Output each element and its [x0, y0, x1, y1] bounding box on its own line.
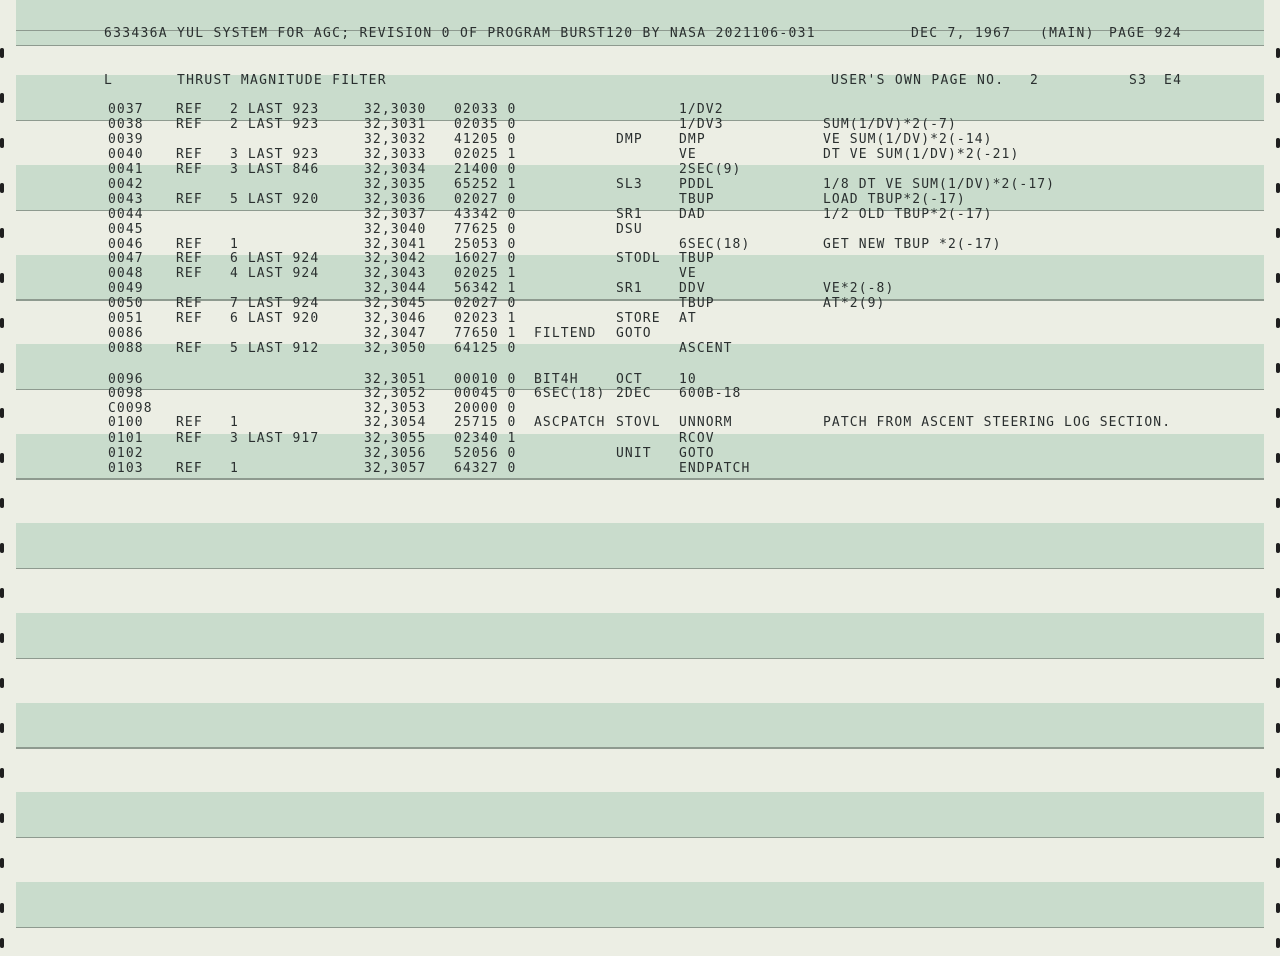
green-bar	[16, 792, 1264, 838]
address: 32,3046	[364, 311, 427, 326]
opcode: DMP	[616, 132, 643, 147]
opcode: SR1	[616, 207, 643, 222]
address: 32,3041	[364, 237, 427, 252]
listing-row	[0, 431, 1280, 446]
opcode: SL3	[616, 177, 643, 192]
green-bar	[16, 882, 1264, 928]
divider	[16, 658, 1264, 659]
feed-hole	[0, 903, 4, 913]
octal-code: 25053 0	[454, 237, 517, 252]
octal-code: 65252 1	[454, 177, 517, 192]
green-bar	[16, 703, 1264, 749]
address: 32,3033	[364, 147, 427, 162]
octal-code: 02340 1	[454, 431, 517, 446]
last-ref: 3 LAST 917	[230, 431, 320, 446]
ref-marker: REF	[176, 296, 203, 311]
comment: AT*2(9)	[823, 296, 886, 311]
octal-code: 02027 0	[454, 296, 517, 311]
opcode: GOTO	[616, 326, 652, 341]
address: 32,3035	[364, 177, 427, 192]
feed-hole	[0, 588, 4, 598]
feed-hole	[1276, 48, 1280, 58]
comment: 1/8 DT VE SUM(1/DV)*2(-17)	[823, 177, 1056, 192]
line-number: 0047	[108, 251, 144, 266]
operand: AT	[679, 311, 697, 326]
last-ref: 5 LAST 920	[230, 192, 320, 207]
listing-row	[0, 117, 1280, 132]
line-number: 0098	[108, 386, 144, 401]
comment: GET NEW TBUP *2(-17)	[823, 237, 1002, 252]
address: 32,3047	[364, 326, 427, 341]
line-number: 0086	[108, 326, 144, 341]
operand: VE	[679, 266, 697, 281]
comment: LOAD TBUP*2(-17)	[823, 192, 966, 207]
header-program-line: 633436A YUL SYSTEM FOR AGC; REVISION 0 OF PROGRAM BURST120 BY NASA 2021106-031	[104, 26, 816, 41]
comment: VE*2(-8)	[823, 281, 895, 296]
last-ref: 1	[230, 461, 239, 476]
listing-row	[0, 372, 1280, 387]
octal-code: 64327 0	[454, 461, 517, 476]
listing-row	[0, 326, 1280, 341]
section-marker: L	[104, 73, 114, 88]
address: 32,3034	[364, 162, 427, 177]
opcode: STODL	[616, 251, 661, 266]
octal-code: 77650 1	[454, 326, 517, 341]
listing-row	[0, 386, 1280, 401]
address: 32,3051	[364, 372, 427, 387]
address: 32,3050	[364, 341, 427, 356]
ref-marker: REF	[176, 251, 203, 266]
octal-code: 02025 1	[454, 147, 517, 162]
divider	[16, 837, 1264, 838]
line-number: 0038	[108, 117, 144, 132]
operand: 6SEC(18)	[679, 237, 751, 252]
octal-code: 02033 0	[454, 102, 517, 117]
address: 32,3036	[364, 192, 427, 207]
listing-row	[0, 341, 1280, 356]
divider	[16, 747, 1264, 748]
ref-marker: REF	[176, 266, 203, 281]
header-page-number: PAGE 924	[1109, 26, 1183, 41]
last-ref: 3 LAST 846	[230, 162, 320, 177]
operand: ENDPATCH	[679, 461, 751, 476]
listing-row	[0, 222, 1280, 237]
address: 32,3045	[364, 296, 427, 311]
line-number: 0043	[108, 192, 144, 207]
operand: ASCENT	[679, 341, 733, 356]
operand: 1/DV2	[679, 102, 724, 117]
listing-row	[0, 415, 1280, 430]
line-number: 0039	[108, 132, 144, 147]
header-main: (MAIN)	[1040, 26, 1095, 41]
ref-marker: REF	[176, 147, 203, 162]
feed-hole	[1276, 903, 1280, 913]
octal-code: 52056 0	[454, 446, 517, 461]
feed-hole	[1276, 678, 1280, 688]
listing-row	[0, 296, 1280, 311]
comment: DT VE SUM(1/DV)*2(-21)	[823, 147, 1020, 162]
operand: RCOV	[679, 431, 715, 446]
listing-row	[0, 311, 1280, 326]
label: BIT4H	[534, 372, 579, 387]
line-number: 0051	[108, 311, 144, 326]
octal-code: 00045 0	[454, 386, 517, 401]
ref-marker: REF	[176, 311, 203, 326]
address: 32,3037	[364, 207, 427, 222]
last-ref: 6 LAST 924	[230, 251, 320, 266]
address: 32,3052	[364, 386, 427, 401]
line-number: 0046	[108, 237, 144, 252]
ref-marker: REF	[176, 341, 203, 356]
feed-hole	[0, 768, 4, 778]
ref-marker: REF	[176, 461, 203, 476]
listing-row	[0, 177, 1280, 192]
feed-hole	[0, 633, 4, 643]
section-code-s3: S3	[1129, 73, 1148, 88]
feed-hole	[1276, 938, 1280, 948]
comment: VE SUM(1/DV)*2(-14)	[823, 132, 993, 147]
line-number: 0088	[108, 341, 144, 356]
octal-code: 16027 0	[454, 251, 517, 266]
octal-code: 00010 0	[454, 372, 517, 387]
line-number: 0103	[108, 461, 144, 476]
octal-code: 77625 0	[454, 222, 517, 237]
users-page-label: USER'S OWN PAGE NO.	[831, 73, 1005, 88]
address: 32,3055	[364, 431, 427, 446]
octal-code: 41205 0	[454, 132, 517, 147]
comment: SUM(1/DV)*2(-7)	[823, 117, 957, 132]
operand: DMP	[679, 132, 706, 147]
line-number: 0040	[108, 147, 144, 162]
address: 32,3057	[364, 461, 427, 476]
line-number: 0102	[108, 446, 144, 461]
line-number: 0050	[108, 296, 144, 311]
last-ref: 6 LAST 920	[230, 311, 320, 326]
label: FILTEND	[534, 326, 597, 341]
line-number: C0098	[108, 401, 153, 416]
last-ref: 2 LAST 923	[230, 102, 320, 117]
operand: 2SEC(9)	[679, 162, 742, 177]
opcode: DSU	[616, 222, 643, 237]
line-number: 0037	[108, 102, 144, 117]
operand: TBUP	[679, 192, 715, 207]
line-number: 0100	[108, 415, 144, 430]
listing-row	[0, 132, 1280, 147]
operand: GOTO	[679, 446, 715, 461]
divider	[16, 927, 1264, 928]
line-number: 0045	[108, 222, 144, 237]
address: 32,3053	[364, 401, 427, 416]
last-ref: 5 LAST 912	[230, 341, 320, 356]
comment: PATCH FROM ASCENT STEERING LOG SECTION.	[823, 415, 1172, 430]
address: 32,3056	[364, 446, 427, 461]
last-ref: 1	[230, 415, 239, 430]
opcode: UNIT	[616, 446, 652, 461]
line-number: 0049	[108, 281, 144, 296]
feed-hole	[0, 678, 4, 688]
feed-hole	[0, 48, 4, 58]
last-ref: 3 LAST 923	[230, 147, 320, 162]
feed-hole	[1276, 543, 1280, 553]
line-number: 0041	[108, 162, 144, 177]
feed-hole	[1276, 768, 1280, 778]
listing-row	[0, 192, 1280, 207]
ref-marker: REF	[176, 431, 203, 446]
address: 32,3032	[364, 132, 427, 147]
octal-code: 20000 0	[454, 401, 517, 416]
divider	[16, 478, 1264, 479]
listing-row	[0, 281, 1280, 296]
operand: UNNORM	[679, 415, 733, 430]
listing-row	[0, 102, 1280, 117]
opcode: STOVL	[616, 415, 661, 430]
users-page-number: 2	[1030, 73, 1040, 88]
operand: TBUP	[679, 296, 715, 311]
address: 32,3031	[364, 117, 427, 132]
operand: 600B-18	[679, 386, 742, 401]
last-ref: 4 LAST 924	[230, 266, 320, 281]
line-number: 0048	[108, 266, 144, 281]
address: 32,3044	[364, 281, 427, 296]
opcode: OCT	[616, 372, 643, 387]
feed-hole	[0, 858, 4, 868]
listing-row	[0, 446, 1280, 461]
octal-code: 56342 1	[454, 281, 517, 296]
ref-marker: REF	[176, 162, 203, 177]
ref-marker: REF	[176, 102, 203, 117]
last-ref: 1	[230, 237, 239, 252]
feed-hole	[1276, 723, 1280, 733]
listing-row	[0, 147, 1280, 162]
address: 32,3054	[364, 415, 427, 430]
listing-row	[0, 251, 1280, 266]
opcode: STORE	[616, 311, 661, 326]
feed-hole	[1276, 813, 1280, 823]
address: 32,3043	[364, 266, 427, 281]
last-ref: 7 LAST 924	[230, 296, 320, 311]
operand: 10	[679, 372, 697, 387]
feed-hole	[0, 813, 4, 823]
address: 32,3030	[364, 102, 427, 117]
listing-row	[0, 207, 1280, 222]
listing-row	[0, 401, 1280, 416]
green-bar	[16, 523, 1264, 569]
line-number: 0044	[108, 207, 144, 222]
feed-hole	[1276, 588, 1280, 598]
octal-code: 25715 0	[454, 415, 517, 430]
last-ref: 2 LAST 923	[230, 117, 320, 132]
feed-hole	[0, 543, 4, 553]
address: 32,3042	[364, 251, 427, 266]
address: 32,3040	[364, 222, 427, 237]
octal-code: 02025 1	[454, 266, 517, 281]
operand: PDDL	[679, 177, 715, 192]
octal-code: 43342 0	[454, 207, 517, 222]
section-title: THRUST MAGNITUDE FILTER	[177, 73, 387, 88]
comment: 1/2 OLD TBUP*2(-17)	[823, 207, 993, 222]
listing-row	[0, 162, 1280, 177]
label: ASCPATCH	[534, 415, 606, 430]
feed-hole	[0, 723, 4, 733]
label: 6SEC(18)	[534, 386, 606, 401]
operand: DDV	[679, 281, 706, 296]
header-date: DEC 7, 1967	[911, 26, 1012, 41]
octal-code: 02035 0	[454, 117, 517, 132]
ref-marker: REF	[176, 415, 203, 430]
line-number: 0042	[108, 177, 144, 192]
line-number: 0101	[108, 431, 144, 446]
feed-hole	[1276, 498, 1280, 508]
opcode: 2DEC	[616, 386, 652, 401]
operand: 1/DV3	[679, 117, 724, 132]
line-number: 0096	[108, 372, 144, 387]
octal-code: 64125 0	[454, 341, 517, 356]
operand: TBUP	[679, 251, 715, 266]
section-code-e4: E4	[1164, 73, 1183, 88]
ref-marker: REF	[176, 192, 203, 207]
operand: VE	[679, 147, 697, 162]
operand: DAD	[679, 207, 706, 222]
green-bar	[16, 613, 1264, 659]
octal-code: 21400 0	[454, 162, 517, 177]
opcode: SR1	[616, 281, 643, 296]
ref-marker: REF	[176, 237, 203, 252]
octal-code: 02023 1	[454, 311, 517, 326]
feed-hole	[0, 498, 4, 508]
listing-row	[0, 266, 1280, 281]
feed-hole	[1276, 858, 1280, 868]
ref-marker: REF	[176, 117, 203, 132]
divider	[16, 568, 1264, 569]
feed-hole	[1276, 633, 1280, 643]
octal-code: 02027 0	[454, 192, 517, 207]
feed-hole	[0, 938, 4, 948]
listing-row	[0, 461, 1280, 476]
listing-row	[0, 237, 1280, 252]
